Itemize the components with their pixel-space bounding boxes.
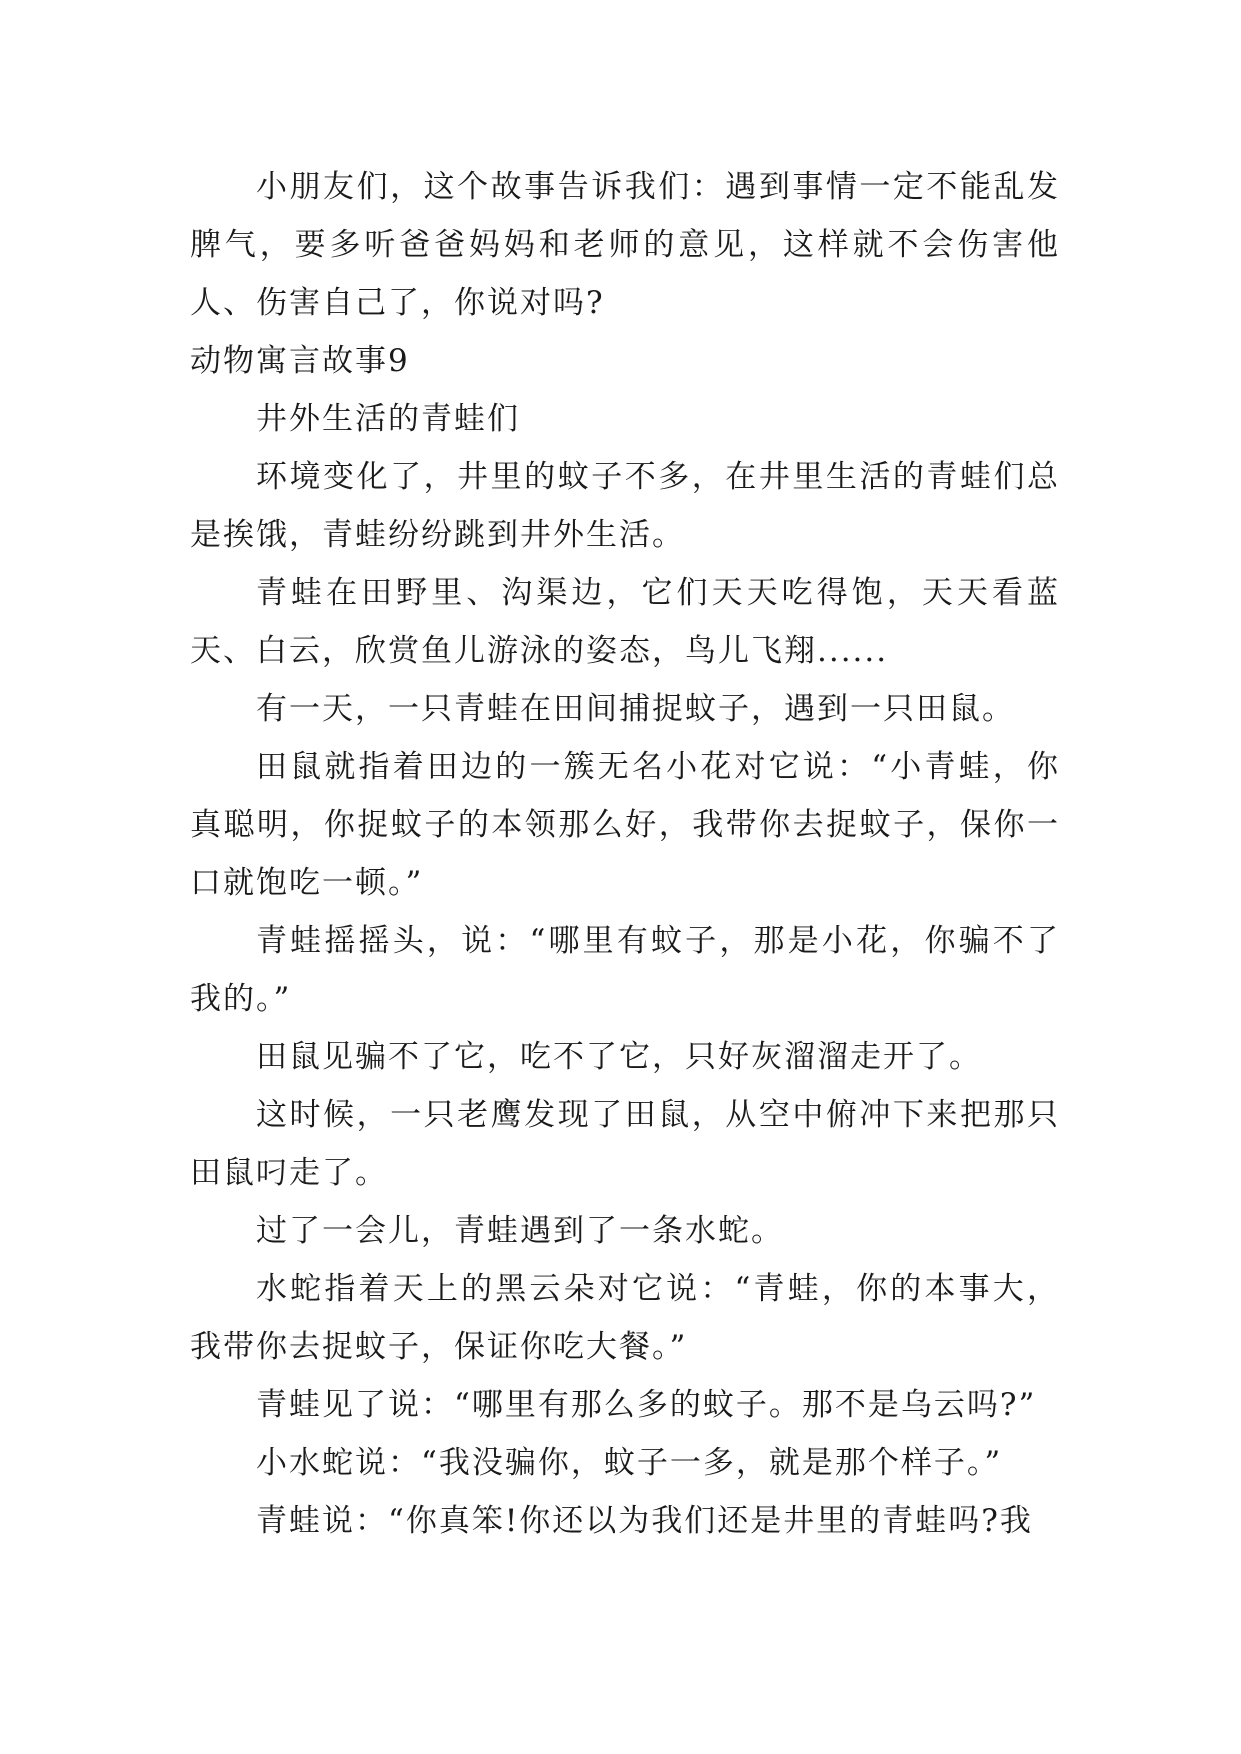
story-paragraph: 水蛇指着天上的黑云朵对它说：“青蛙，你的本事大，我带你去捉蚊子，保证你吃大餐。” [190,1271,1060,1365]
story-paragraph: 田鼠见骗不了它，吃不了它，只好灰溜溜走开了。 [256,1039,982,1075]
intro-paragraph: 小朋友们，这个故事告诉我们：遇到事情一定不能乱发脾气，要多听爸爸妈妈和老师的意见，这样就不会伤害他人、伤害自己了，你说对吗? [190,169,1060,321]
story-paragraph: 青蛙摇摇头，说：“哪里有蚊子，那是小花，你骗不了我的。” [190,923,1060,1017]
story-paragraph: 有一天，一只青蛙在田间捕捉蚊子，遇到一只田鼠。 [256,691,1015,727]
story-paragraph: 青蛙说：“你真笨!你还以为我们还是井里的青蛙吗?我 [256,1503,1033,1539]
story-paragraph: 小水蛇说：“我没骗你，蚊子一多，就是那个样子。” [256,1445,1003,1481]
story-paragraph: 青蛙见了说：“哪里有那么多的蚊子。那不是乌云吗?” [256,1387,1037,1423]
document-body [190,158,1060,1550]
story-paragraph: 田鼠就指着田边的一簇无名小花对它说：“小青蛙，你真聪明，你捉蚊子的本领那么好，我带你去捉蚊子，保你一口就饱吃一顿。” [190,749,1060,901]
story-paragraph: 青蛙在田野里、沟渠边，它们天天吃得饱，天天看蓝天、白云，欣赏鱼儿游泳的姿态，鸟儿飞翔...... [190,575,1060,669]
story-title: 井外生活的青蛙们 [256,401,520,437]
story-paragraph: 这时候，一只老鹰发现了田鼠，从空中俯冲下来把那只田鼠叼走了。 [190,1097,1060,1191]
story-paragraph: 过了一会儿，青蛙遇到了一条水蛇。 [256,1213,784,1249]
section-heading: 动物寓言故事9 [190,343,410,379]
story-paragraph: 环境变化了，井里的蚊子不多，在井里生活的青蛙们总是挨饿，青蛙纷纷跳到井外生活。 [190,459,1060,553]
